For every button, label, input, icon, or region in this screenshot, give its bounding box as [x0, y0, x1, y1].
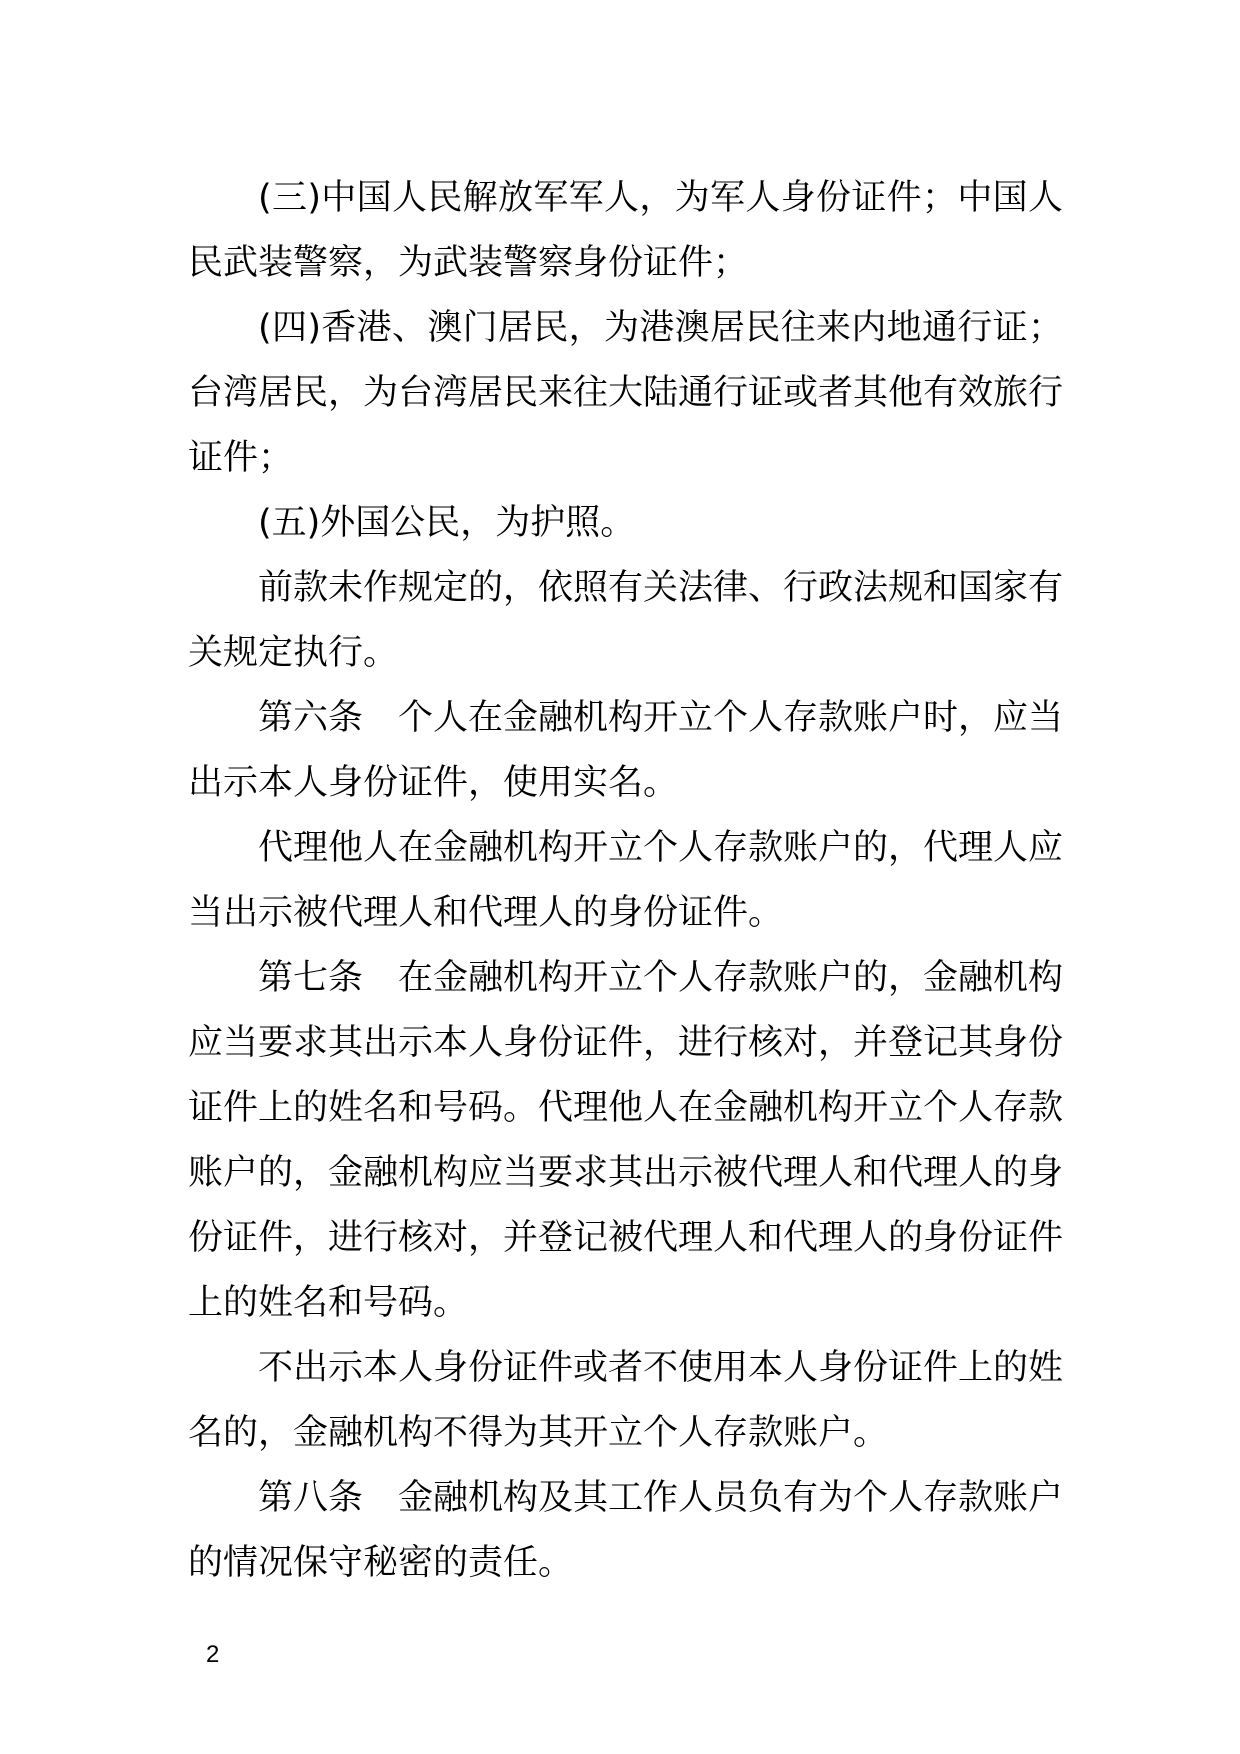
paragraph-article-7: 第七条 在金融机构开立个人存款账户的，金融机构应当要求其出示本人身份证件，进行核对，并登记其身份证件上的姓名和号码。代理他人在金融机构开立个人存款账户的，金融机构应当要求其出示被代理人和代理人的身份证件，进行核对，并登记被代理人和代理人的身份证件上的姓名和号码。: [188, 958, 1064, 1323]
paragraph-article-7-refusal: 不出示本人身份证件或者不使用本人身份证件上的姓名的，金融机构不得为其开立个人存款账户。: [188, 1348, 1064, 1453]
paragraph-item-4-hk-macau-taiwan: (四)香港、澳门居民，为港澳居民往来内地通行证；台湾居民，为台湾居民来往大陆通行证或者其他有效旅行证件；: [188, 308, 1064, 478]
document-body: [188, 166, 1063, 1596]
paragraph-item-3-military-id: (三)中国人民解放军军人，为军人身份证件；中国人民武装警察，为武装警察身份证件；: [188, 178, 1063, 283]
page-number: 2: [206, 1641, 220, 1668]
paragraph-article-8: 第八条 金融机构及其工作人员负有为个人存款账户的情况保守秘密的责任。: [188, 1478, 1064, 1583]
paragraph-item-5-foreign-passport: (五)外国公民，为护照。: [258, 503, 636, 543]
paragraph-article-6: 第六条 个人在金融机构开立个人存款账户时，应当出示本人身份证件，使用实名。: [188, 698, 1064, 803]
paragraph-article-6-agent: 代理他人在金融机构开立个人存款账户的，代理人应当出示被代理人和代理人的身份证件。: [188, 828, 1064, 933]
paragraph-other-provisions: 前款未作规定的，依照有关法律、行政法规和国家有关规定执行。: [188, 568, 1064, 673]
